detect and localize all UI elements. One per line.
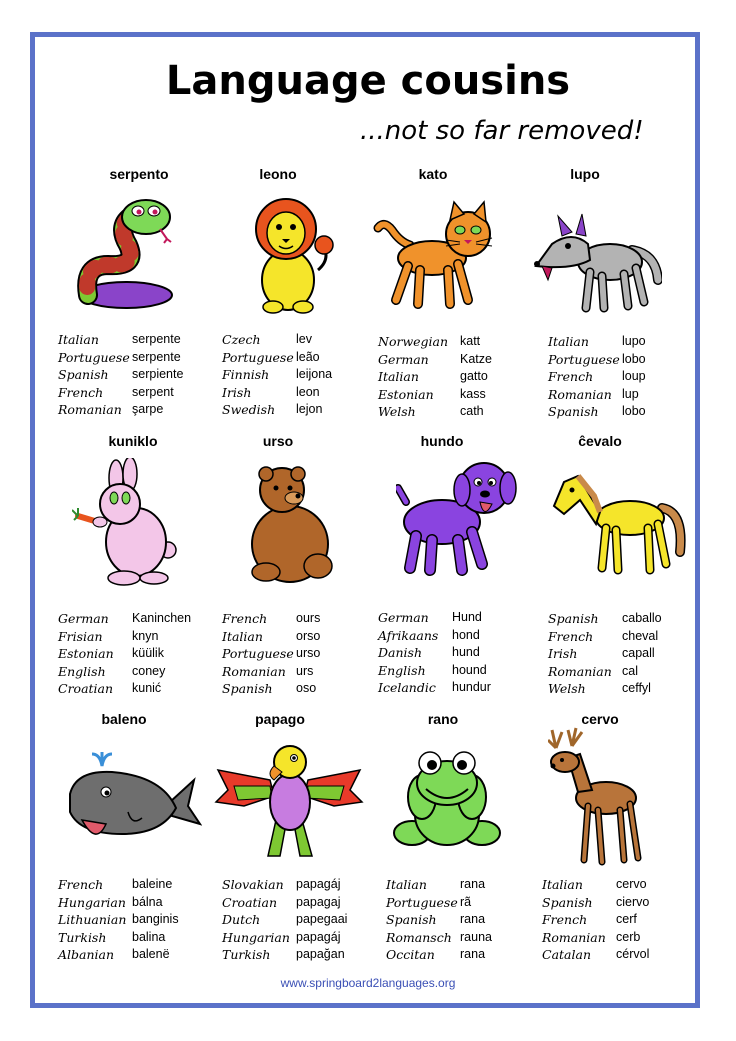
table-row <box>386 911 492 929</box>
translation: balina <box>132 929 166 944</box>
table-row <box>58 894 179 912</box>
table-row <box>58 946 179 964</box>
language-name: French <box>58 877 104 892</box>
translation: lup <box>622 386 639 401</box>
translation-table <box>58 876 179 964</box>
language-name: Italian <box>548 334 589 349</box>
translation: bálna <box>132 894 163 909</box>
translation: serpente <box>132 332 181 346</box>
table-row <box>378 351 492 369</box>
table-row <box>542 876 649 894</box>
table-row <box>378 368 492 386</box>
language-name: Spanish <box>222 681 273 696</box>
language-name: Turkish <box>222 947 271 962</box>
translation: katt <box>460 334 481 348</box>
translation: banginis <box>132 912 179 926</box>
translation-table <box>222 610 320 698</box>
translation: hond <box>452 627 480 642</box>
language-name: Romanian <box>548 386 612 402</box>
language-name: Spanish <box>58 367 109 382</box>
translation-table <box>548 333 646 421</box>
table-row <box>222 401 332 419</box>
table-row <box>222 680 320 698</box>
esperanto-word: hundo <box>420 433 464 449</box>
cat-icon <box>370 200 510 315</box>
table-row <box>58 645 191 663</box>
table-row <box>378 333 492 351</box>
translation: cal <box>622 663 638 678</box>
table-row <box>222 610 320 628</box>
language-name: Spanish <box>386 912 437 927</box>
language-name: Hungarian <box>58 894 126 910</box>
translation: hundur <box>452 680 491 694</box>
translation: papegaai <box>296 912 348 926</box>
language-name: Italian <box>386 877 427 892</box>
table-row <box>548 680 662 698</box>
translation-table <box>548 610 662 698</box>
language-name: French <box>548 628 594 644</box>
table-row <box>58 628 191 646</box>
language-name: Romanian <box>58 402 122 417</box>
table-row <box>222 946 347 964</box>
language-name: French <box>548 369 594 384</box>
translation: oso <box>296 681 317 695</box>
table-row <box>378 644 491 662</box>
table-row <box>222 911 347 929</box>
translation: cervo <box>616 877 647 891</box>
translation: cerb <box>616 929 641 944</box>
language-name: Romansch <box>386 929 452 945</box>
frog-icon <box>392 745 502 853</box>
language-name: Portuguese <box>222 349 294 365</box>
translation-table <box>378 609 491 697</box>
translation: rana <box>460 912 486 926</box>
esperanto-word: rano <box>427 711 459 727</box>
language-name: Croatian <box>58 681 114 696</box>
language-name: Lithuanian <box>58 912 127 927</box>
table-row <box>58 876 179 894</box>
esperanto-word: papago <box>255 711 305 727</box>
translation: rana <box>460 947 486 961</box>
table-row <box>548 628 662 646</box>
table-row <box>548 610 662 628</box>
table-row <box>542 929 649 947</box>
translation: gatto <box>460 369 488 383</box>
parrot-icon <box>214 740 364 860</box>
table-row <box>378 662 491 680</box>
table-row <box>222 894 347 912</box>
translation: capall <box>622 646 655 660</box>
translation: knyn <box>132 628 159 643</box>
table-row <box>222 628 320 646</box>
translation: rã <box>460 894 472 909</box>
snake-icon <box>68 195 178 315</box>
translation-table <box>58 331 183 419</box>
table-row <box>58 663 191 681</box>
table-row <box>548 333 646 351</box>
translation: caballo <box>622 611 662 625</box>
translation: ciervo <box>616 894 650 909</box>
language-name: Dutch <box>222 912 261 927</box>
table-row <box>548 386 646 404</box>
table-row <box>58 366 183 384</box>
table-row <box>548 368 646 386</box>
language-name: French <box>222 611 268 626</box>
esperanto-word: urso <box>262 433 294 449</box>
translation-table <box>58 610 191 698</box>
table-row <box>386 946 492 964</box>
language-name: Romanian <box>548 663 612 679</box>
table-row <box>222 929 347 947</box>
translation: kunić <box>132 681 162 695</box>
language-name: French <box>58 384 104 400</box>
table-row <box>222 366 332 384</box>
translation: loup <box>622 369 646 383</box>
table-row <box>378 403 492 421</box>
translation: şarpe <box>132 402 164 416</box>
language-name: Swedish <box>222 402 276 417</box>
language-name: Finnish <box>222 367 270 382</box>
table-row <box>222 876 347 894</box>
language-name: Italian <box>378 369 419 384</box>
translation: serpente <box>132 349 181 364</box>
table-row <box>378 609 491 627</box>
table-row <box>58 331 183 349</box>
table-row <box>58 911 179 929</box>
translation: papagáj <box>296 929 341 944</box>
language-name: Croatian <box>222 894 278 910</box>
language-name: Turkish <box>58 929 107 945</box>
language-name: Czech <box>222 332 261 347</box>
translation: cérvol <box>616 947 650 961</box>
language-name: Danish <box>378 645 422 660</box>
horse-icon <box>550 468 690 580</box>
table-row <box>548 351 646 369</box>
esperanto-word: kato <box>418 166 448 182</box>
language-name: English <box>378 662 426 678</box>
table-row <box>58 680 191 698</box>
translation-table <box>386 876 492 964</box>
language-name: Estonian <box>378 386 434 402</box>
translation: hound <box>452 662 487 677</box>
translation: leão <box>296 349 320 364</box>
table-row <box>58 349 183 367</box>
translation: lobo <box>622 351 646 366</box>
translation: serpiente <box>132 367 184 381</box>
website-link[interactable]: www.springboard2languages.org <box>280 976 456 990</box>
language-name: Romanian <box>542 929 606 945</box>
page-title: Language cousins <box>165 58 571 104</box>
translation-table <box>222 331 332 419</box>
translation: leijona <box>296 367 333 381</box>
table-row <box>222 384 332 402</box>
translation: lupo <box>622 334 646 348</box>
translation: Hund <box>452 610 482 624</box>
language-name: Frisian <box>58 628 103 644</box>
language-name: German <box>58 611 109 626</box>
translation: papagaj <box>296 894 341 909</box>
table-row <box>386 894 492 912</box>
language-name: English <box>58 663 106 679</box>
language-name: Portuguese <box>222 646 294 661</box>
table-row <box>222 331 332 349</box>
translation: leon <box>296 384 320 399</box>
table-row <box>548 403 646 421</box>
language-name: Italian <box>542 877 583 892</box>
translation: lobo <box>622 404 646 418</box>
table-row <box>542 894 649 912</box>
wolf-icon <box>532 210 662 315</box>
esperanto-word: leono <box>259 166 297 182</box>
translation: serpent <box>132 384 174 399</box>
language-name: Welsh <box>378 404 416 419</box>
translation: lejon <box>296 402 323 416</box>
table-row <box>378 627 491 645</box>
translation: urs <box>296 663 314 678</box>
table-row <box>58 384 183 402</box>
table-row <box>58 929 179 947</box>
language-name: Irish <box>222 384 252 400</box>
translation-table <box>542 876 649 964</box>
language-name: Portuguese <box>386 894 458 910</box>
translation: urso <box>296 646 321 660</box>
translation: papagáj <box>296 877 341 891</box>
translation: papağan <box>296 947 345 961</box>
esperanto-word: baleno <box>101 711 147 727</box>
translation-table <box>378 333 492 421</box>
language-name: Italian <box>222 628 263 644</box>
language-name: Estonian <box>58 646 114 661</box>
language-name: Romanian <box>222 663 286 679</box>
table-row <box>386 929 492 947</box>
translation: coney <box>132 663 166 678</box>
translation: rana <box>460 877 486 891</box>
translation: cheval <box>622 628 659 643</box>
bear-icon <box>238 466 338 584</box>
page-subtitle: ...not so far removed! <box>360 116 644 146</box>
table-row <box>548 645 662 663</box>
table-row <box>378 386 492 404</box>
table-row <box>548 663 662 681</box>
table-row <box>222 349 332 367</box>
translation: baleine <box>132 877 173 891</box>
language-name: Spanish <box>542 894 593 910</box>
language-name: Spanish <box>548 611 599 626</box>
whale-icon <box>62 750 202 855</box>
translation: cerf <box>616 912 637 926</box>
esperanto-word: serpento <box>109 166 169 182</box>
language-name: Occitan <box>386 947 435 962</box>
language-name: Norwegian <box>378 334 449 349</box>
language-name: German <box>378 610 429 625</box>
language-name: Irish <box>548 646 578 661</box>
deer-icon <box>548 718 644 868</box>
translation: cath <box>460 404 484 418</box>
language-name: Portuguese <box>548 351 620 367</box>
language-name: Icelandic <box>378 680 436 695</box>
language-name: Afrikaans <box>378 627 439 643</box>
table-row <box>58 401 183 419</box>
translation: balenë <box>132 947 170 961</box>
table-row <box>222 663 320 681</box>
translation-table <box>222 876 347 964</box>
table-row <box>378 679 491 697</box>
translation: rauna <box>460 929 492 944</box>
esperanto-word: ĉevalo <box>578 433 622 449</box>
language-name: Italian <box>58 332 99 347</box>
translation: hund <box>452 645 480 659</box>
translation: kass <box>460 386 486 401</box>
esperanto-word: lupo <box>570 166 600 182</box>
translation: ceffyl <box>622 681 651 695</box>
lion-icon <box>238 195 338 315</box>
esperanto-word: kuniklo <box>108 433 158 449</box>
rabbit-icon <box>72 458 182 588</box>
table-row <box>386 876 492 894</box>
esperanto-word: cervo <box>581 711 619 727</box>
table-row <box>222 645 320 663</box>
language-name: Catalan <box>542 947 591 962</box>
translation: orso <box>296 628 321 643</box>
language-name: Hungarian <box>222 929 290 945</box>
translation: lev <box>296 332 312 346</box>
translation: Kaninchen <box>132 611 192 625</box>
translation: ours <box>296 611 321 625</box>
table-row <box>542 946 649 964</box>
table-row <box>58 610 191 628</box>
language-name: Slovakian <box>222 877 284 892</box>
language-name: German <box>378 351 429 367</box>
translation: Katze <box>460 351 492 366</box>
language-name: French <box>542 912 588 927</box>
translation: küülik <box>132 646 164 660</box>
language-name: Albanian <box>58 947 115 962</box>
language-name: Portuguese <box>58 349 130 365</box>
table-row <box>542 911 649 929</box>
dog-icon <box>396 458 520 578</box>
language-name: Spanish <box>548 404 599 419</box>
language-name: Welsh <box>548 681 586 696</box>
